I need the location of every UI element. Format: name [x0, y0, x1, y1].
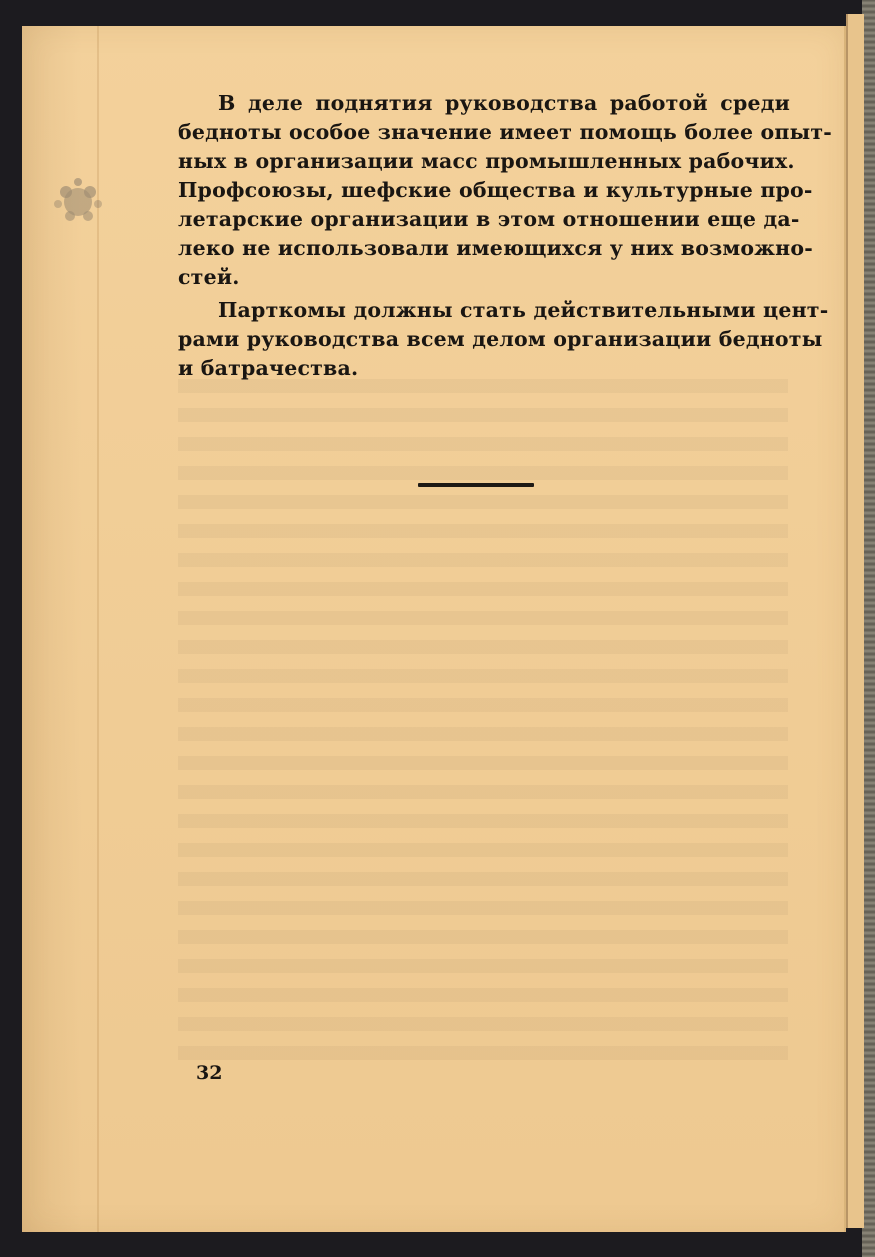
body-text: [178, 89, 832, 383]
page-number: 32: [196, 1062, 223, 1084]
section-divider: [418, 483, 534, 487]
show-through-text: [178, 370, 788, 1060]
text-line: Профсоюзы, шефские общества и культурные про-: [178, 178, 813, 202]
paragraph-1: [178, 89, 832, 292]
library-stamp-icon: [48, 170, 108, 232]
text-line: и батрачества.: [178, 356, 359, 380]
text-line: стей.: [178, 265, 240, 289]
text-line: В деле поднятия руководства работой среди: [218, 91, 790, 115]
text-line: рами руководства всем делом организации бедноты: [178, 327, 823, 351]
text-line: ных в организации масс промышленных рабочих.: [178, 149, 795, 173]
text-line: Парткомы должны стать действительными цент-: [218, 298, 829, 322]
text-line: леко не использовали имеющихся у них возможно-: [178, 236, 813, 260]
paragraph-2: [178, 296, 829, 383]
text-line: летарские организации в этом отношении еще да-: [178, 207, 800, 231]
adjacent-page-edge: [846, 14, 864, 1228]
text-line: бедноты особое значение имеет помощь более опыт-: [178, 120, 832, 144]
